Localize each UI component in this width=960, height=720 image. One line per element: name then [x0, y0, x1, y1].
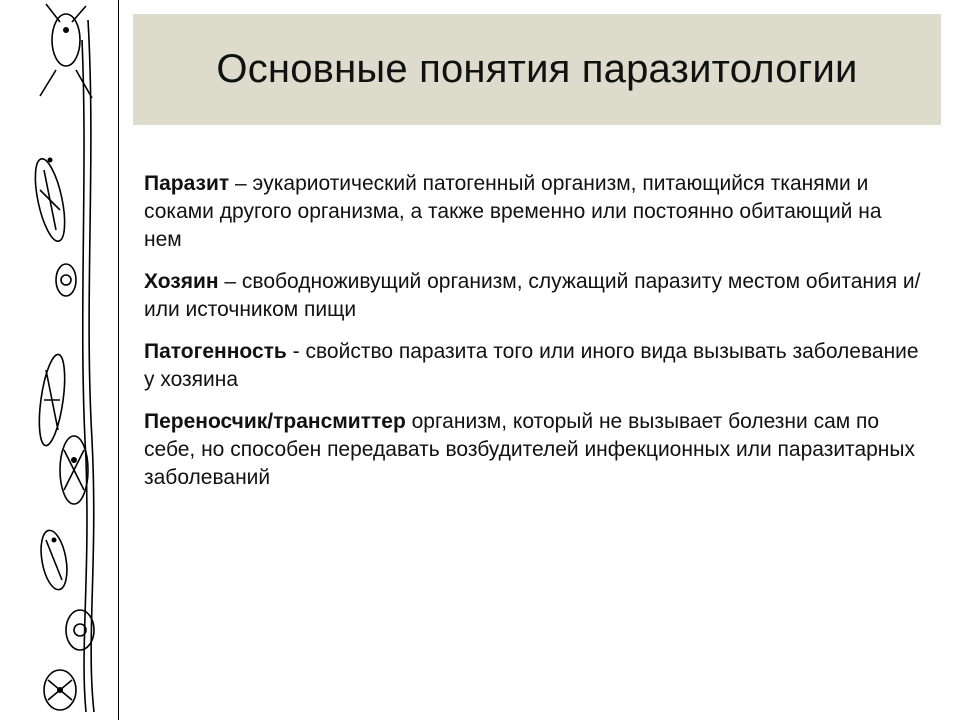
- definition-term: Переносчик/трансмиттер: [144, 410, 406, 433]
- definition-term: Хозяин: [144, 270, 219, 293]
- definition-vector: [144, 408, 924, 492]
- left-divider: [118, 0, 119, 720]
- definition-term: Патогенность: [144, 340, 287, 363]
- definition-pathogenicity: [144, 338, 924, 394]
- definition-host: [144, 268, 924, 324]
- definition-text: - свойство паразита того или иного вида вызывать заболевание у хозяина: [144, 340, 919, 391]
- title-band: [133, 14, 941, 125]
- definition-parasite: [144, 170, 924, 254]
- definitions-list: [144, 170, 924, 506]
- definition-text: – эукариотический патогенный организм, питающийся тканями и соками другого организма, а также временно или постоянно обитающий на нем: [144, 172, 882, 251]
- definition-text: организм, который не вызывает болезни сам по себе, но способен передавать возбудителей инфекционных или паразитарных заболеваний: [144, 410, 915, 489]
- parasite-ornament-icon: [26, 0, 122, 720]
- definition-term: Паразит: [144, 172, 230, 195]
- slide-title: Основные понятия паразитологии: [216, 47, 858, 91]
- definition-text: – свободноживущий организм, служащий паразиту местом обитания и/или источником пищи: [144, 270, 921, 321]
